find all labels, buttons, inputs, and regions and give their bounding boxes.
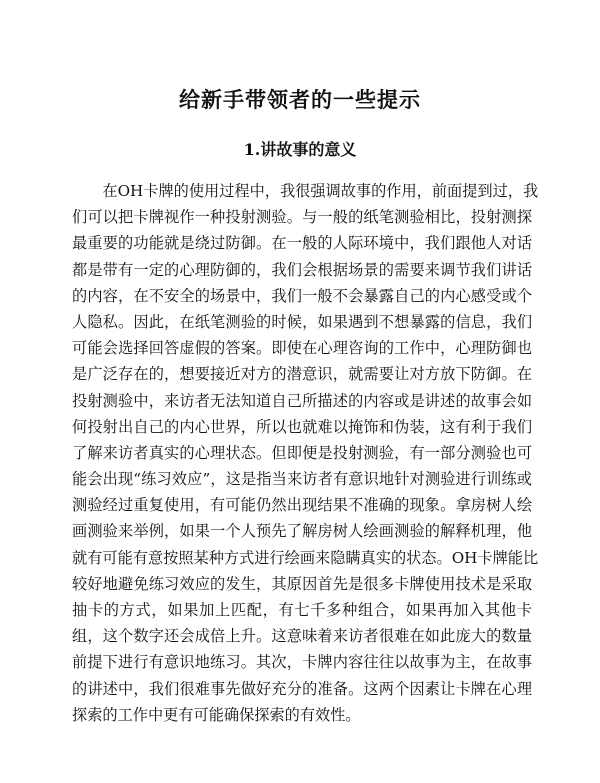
paragraph-line: 就有可能有意按照某种方式进行绘画来隐瞒真实的状态。OH卡牌能比 bbox=[72, 548, 539, 567]
page-title: 给新手带领者的一些提示 bbox=[179, 87, 421, 112]
paragraph-line: 们可以把卡牌视作一种投射测验。与一般的纸笔测验相比，投射测探 bbox=[72, 208, 532, 227]
paragraph-line: 是广泛存在的，想要接近对方的潜意识，就需要让对方放下防御。在 bbox=[72, 365, 532, 384]
paragraph-line: 投射测验中，来访者无法知道自己所描述的内容或是讲述的故事会如 bbox=[72, 391, 532, 410]
paragraph-line: 的讲述中，我们很难事先做好充分的准备。这两个因素让卡牌在心理 bbox=[72, 679, 532, 698]
paragraph-line: 都是带有一定的心理防御的，我们会根据场景的需要来调节我们讲话 bbox=[72, 260, 532, 279]
paragraph-line: 能会出现“练习效应”，这是指当来访者有意识地针对测验进行训练或 bbox=[72, 470, 532, 489]
paragraph-line: 画测验来举例，如果一个人预先了解房树人绘画测验的解释机理，他 bbox=[72, 522, 532, 541]
paragraph-line: 探索的工作中更有可能确保探索的有效性。 bbox=[72, 705, 361, 724]
paragraph-line: 抽卡的方式，如果加上匹配，有七千多种组合，如果再加入其他卡 bbox=[72, 601, 532, 619]
paragraph-line: 在OH卡牌的使用过程中，我很强调故事的作用，前面提到过，我 bbox=[72, 182, 539, 200]
paragraph-line: 人隐私。因此，在纸笔测验的时候，如果遇到不想暴露的信息，我们 bbox=[72, 312, 532, 331]
paragraph-line: 较好地避免练习效应的发生，其原因首先是很多卡牌使用技术是采取 bbox=[72, 574, 532, 593]
paragraph-line: 最重要的功能就是绕过防御。在一般的人际环境中，我们跟他人对话 bbox=[72, 234, 532, 253]
paragraph-line: 的内容，在不安全的场景中，我们一般不会暴露自己的内心感受或个 bbox=[72, 286, 532, 305]
body-paragraph bbox=[72, 178, 539, 728]
paragraph-line: 测验经过重复使用，有可能仍然出现结果不准确的现象。拿房树人绘 bbox=[72, 496, 532, 515]
section-heading: 1.讲故事的意义 bbox=[243, 140, 357, 159]
paragraph-line: 可能会选择回答虚假的答案。即使在心理咨询的工作中，心理防御也 bbox=[72, 339, 532, 358]
paragraph-line: 何投射出自己的内心世界，所以也就难以掩饰和伪装，这有利于我们 bbox=[72, 417, 532, 436]
paragraph-line: 组，这个数字还会成倍上升。这意味着来访者很难在如此庞大的数量 bbox=[72, 627, 532, 646]
paragraph-line: 了解来访者真实的心理状态。但即便是投射测验，有一部分测验也可 bbox=[72, 443, 532, 462]
paragraph-line: 前提下进行有意识地练习。其次，卡牌内容往往以故事为主，在故事 bbox=[72, 653, 532, 672]
